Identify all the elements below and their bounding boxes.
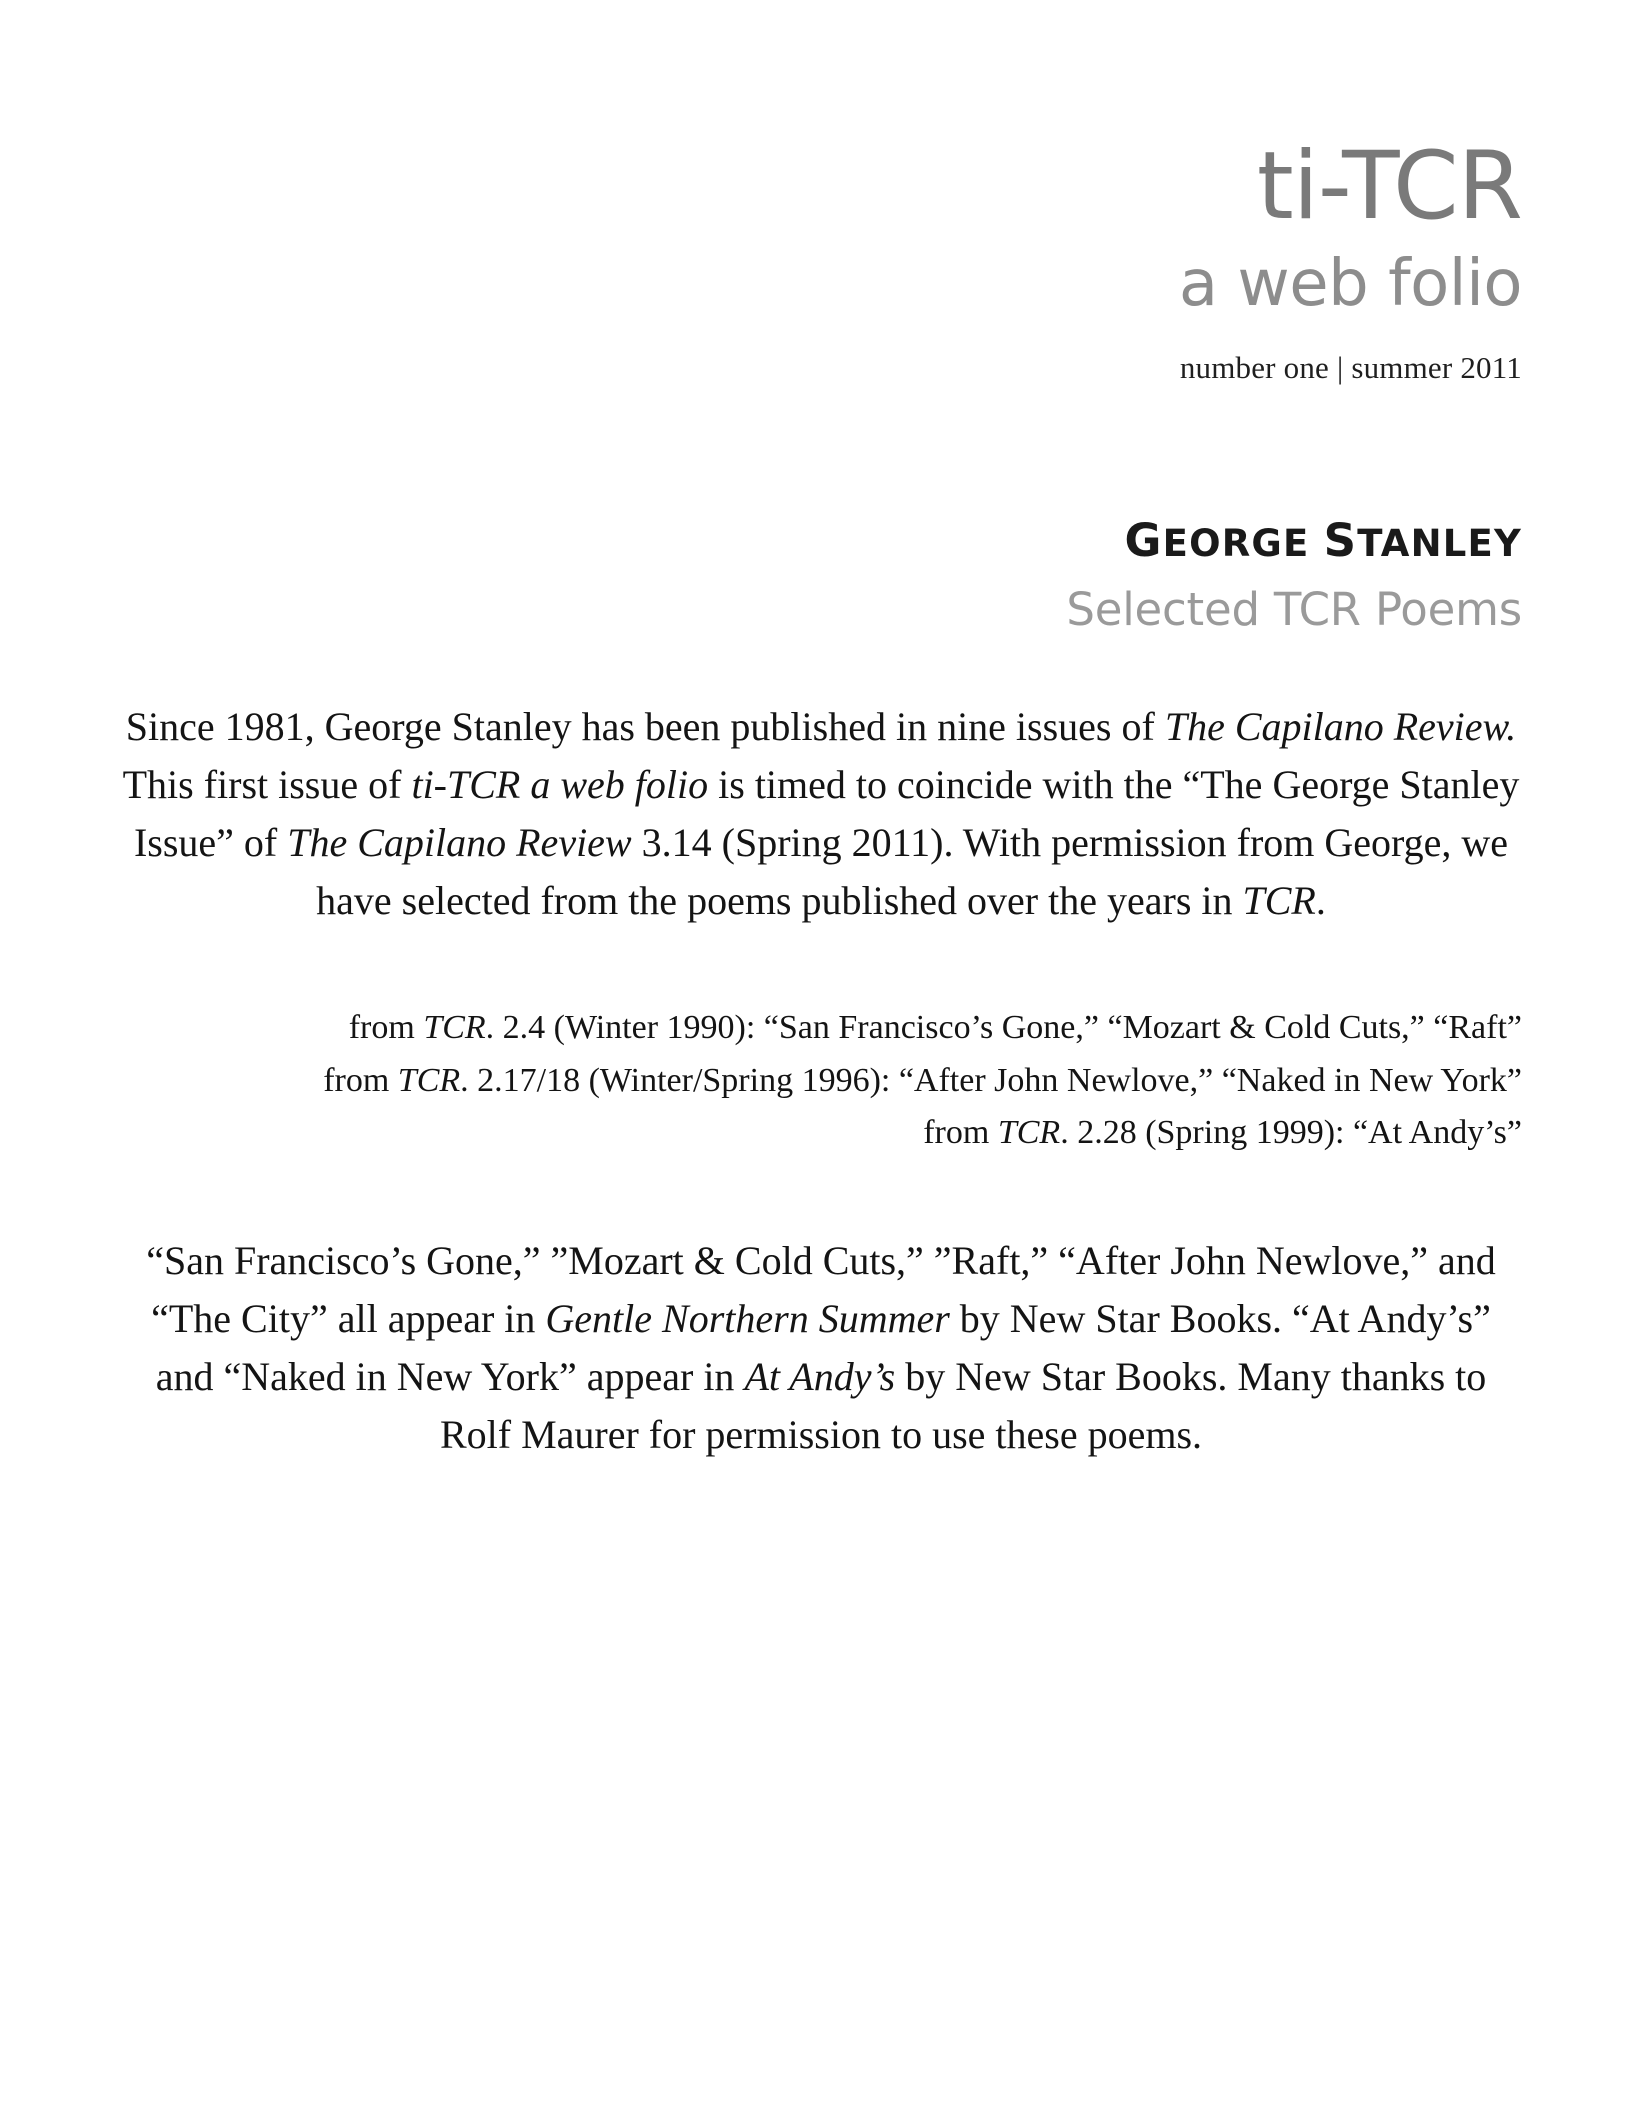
page-content xyxy=(120,0,1522,1464)
italic-text: ti-TCR a web folio xyxy=(411,762,709,807)
permissions-paragraph xyxy=(120,1232,1522,1464)
author-subtitle: Selected TCR Poems xyxy=(1066,583,1522,636)
text-run: . 2.4 (Winter 1990): “San Francisco’s Gone,” “Mozart & Cold Cuts,” “Raft” xyxy=(485,1009,1522,1046)
text-run: This first issue of xyxy=(122,762,412,807)
publication-subtitle: a web folio xyxy=(1178,247,1522,321)
italic-text: Gentle Northern Summer xyxy=(545,1296,950,1342)
italic-text: TCR xyxy=(397,1061,461,1099)
publication-title: ti-TCR xyxy=(1256,132,1522,241)
text-run: from xyxy=(348,1009,424,1046)
text-run: Since 1981, George Stanley has been published in nine issues of xyxy=(125,704,1165,749)
text-run: is timed to coincide with the “The George Stanley Issue” of xyxy=(133,762,1520,865)
text-run: from xyxy=(323,1061,398,1099)
author-name-rest: EORGE xyxy=(1162,522,1310,565)
text-run: by New Star Books. Many thanks to Rolf Maurer for permission to use these poems. xyxy=(439,1354,1487,1458)
italic-text: At Andy’s xyxy=(744,1354,896,1400)
text-run: . xyxy=(1315,878,1326,923)
text-run: 3.14 (Spring 2011). With permission from George, we have selected from the poems published over the years in xyxy=(316,820,1509,923)
italic-text: TCR xyxy=(997,1114,1061,1152)
author-name xyxy=(120,514,1522,567)
credit-line xyxy=(120,1002,1522,1055)
author-name-rest: TANLEY xyxy=(1357,522,1522,565)
introduction-paragraph xyxy=(120,698,1522,930)
author-name-initial: G xyxy=(1124,514,1163,567)
credit-line xyxy=(120,1055,1522,1108)
italic-text: TCR xyxy=(1242,878,1316,923)
italic-text: The Capilano Review xyxy=(287,820,632,865)
source-credits xyxy=(120,1002,1522,1160)
text-run: . 2.17/18 (Winter/Spring 1996): “After John Newlove,” “Naked in New York” xyxy=(460,1061,1522,1099)
author-block xyxy=(120,514,1522,636)
author-name-initial: S xyxy=(1323,514,1358,567)
text-run: . 2.28 (Spring 1999): “At Andy’s” xyxy=(1060,1114,1522,1152)
italic-text: TCR xyxy=(423,1009,486,1046)
text-run: “San Francisco’s Gone,” ”Mozart & Cold Cuts,” ”Raft,” “After John Newlove,” and “The City” all appear in xyxy=(146,1238,1496,1342)
text-run: by New Star Books. “At Andy’s” and “Naked in New York” appear in xyxy=(155,1296,1491,1400)
credit-line xyxy=(120,1107,1522,1160)
text-run: from xyxy=(923,1114,998,1152)
issue-line: number one | summer 2011 xyxy=(1179,350,1522,385)
italic-text: The Capilano Review. xyxy=(1164,704,1517,749)
masthead xyxy=(120,0,1522,386)
